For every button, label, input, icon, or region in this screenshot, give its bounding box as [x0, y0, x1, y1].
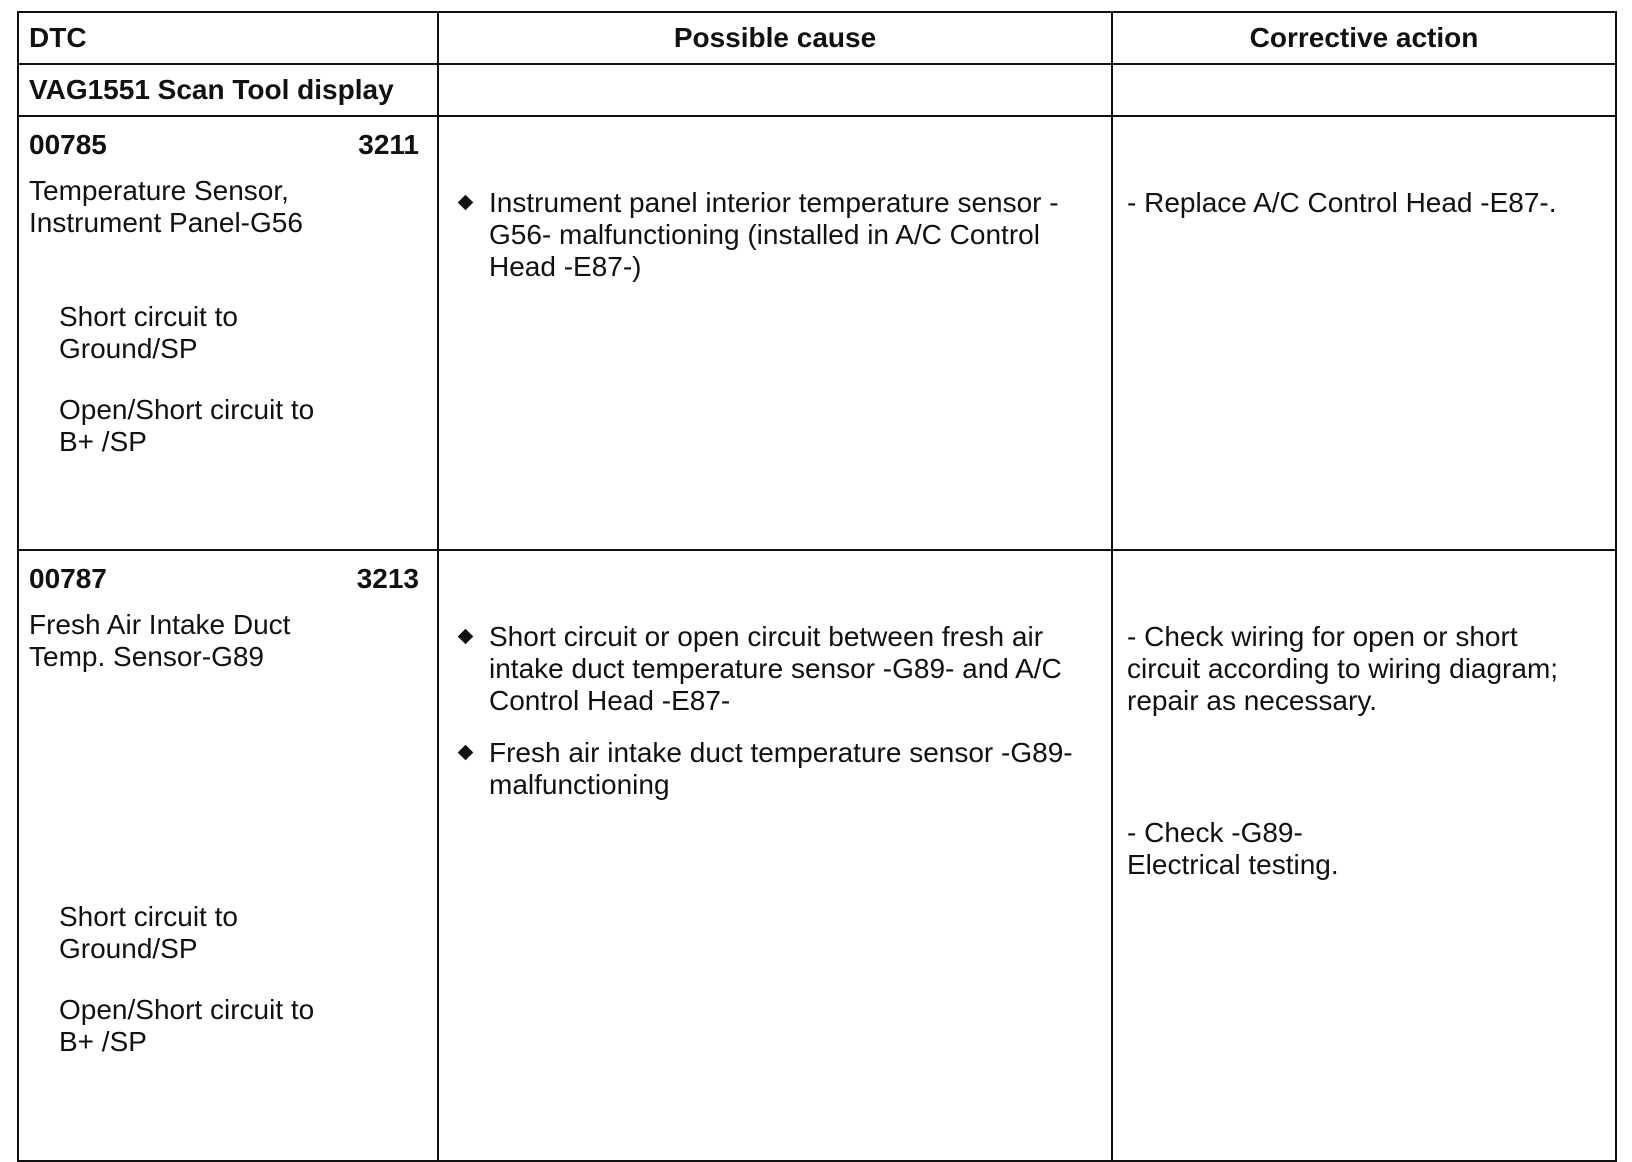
cause-cell [438, 550, 1112, 1161]
dtc-name: Fresh Air Intake Duct Temp. Sensor-G89 [29, 609, 291, 672]
diamond-bullet-icon [457, 621, 489, 717]
dtc-table [17, 11, 1617, 1162]
dtc-code: 00785 [29, 129, 107, 160]
table-row [18, 116, 1616, 550]
cause-list [457, 187, 1093, 303]
header-cell-cause [438, 12, 1112, 64]
list-item [457, 621, 1093, 717]
header-possible-cause-label: Possible cause [673, 22, 877, 53]
subheader-cell-dtc [18, 64, 438, 116]
corrective-action: - Check -G89- Electrical testing. [1127, 817, 1339, 880]
header-dtc-label: DTC [29, 22, 87, 53]
table-row [18, 550, 1616, 1161]
header-scan-tool-label: VAG1551 Scan Tool display [29, 74, 394, 105]
dtc-number: 3213 [356, 563, 419, 594]
dtc-code: 00787 [29, 563, 107, 594]
dtc-condition: Open/Short circuit to B+ /SP [59, 394, 315, 457]
subheader-row [18, 64, 1616, 116]
diamond-bullet-icon [457, 737, 489, 801]
list-item [457, 737, 1093, 801]
cause-cell [438, 116, 1112, 550]
header-corrective-action-label: Corrective action [1249, 22, 1479, 53]
cause-text: Fresh air intake duct temperature sensor -G89- malfunctioning [489, 737, 1073, 800]
dtc-condition: Open/Short circuit to B+ /SP [59, 994, 315, 1057]
dtc-number: 3211 [358, 129, 419, 160]
cause-text: Instrument panel interior temperature sensor -G56- malfunctioning (installed in A/C Control Head -E87-) [489, 187, 1059, 282]
list-item [457, 187, 1093, 283]
corrective-action: - Replace A/C Control Head -E87-. [1127, 187, 1557, 218]
header-cell-dtc [18, 12, 438, 64]
dtc-code-line [19, 117, 437, 163]
dtc-code-line [19, 551, 437, 597]
cause-list [457, 621, 1093, 821]
header-row [18, 12, 1616, 64]
dtc-condition: Short circuit to Ground/SP [59, 301, 238, 364]
action-cell [1112, 550, 1616, 1161]
header-cell-action [1112, 12, 1616, 64]
subheader-cell-cause [438, 64, 1112, 116]
dtc-name: Temperature Sensor, Instrument Panel-G56 [29, 175, 303, 238]
dtc-cell [18, 550, 438, 1161]
dtc-cell [18, 116, 438, 550]
corrective-action: - Check wiring for open or short circuit according to wiring diagram; repair as necessary. [1127, 621, 1559, 716]
subheader-cell-action [1112, 64, 1616, 116]
diamond-bullet-icon [457, 187, 489, 283]
cause-text: Short circuit or open circuit between fresh air intake duct temperature sensor -G89- and A/C Control Head -E87- [489, 621, 1062, 716]
dtc-condition: Short circuit to Ground/SP [59, 901, 238, 964]
action-cell [1112, 116, 1616, 550]
